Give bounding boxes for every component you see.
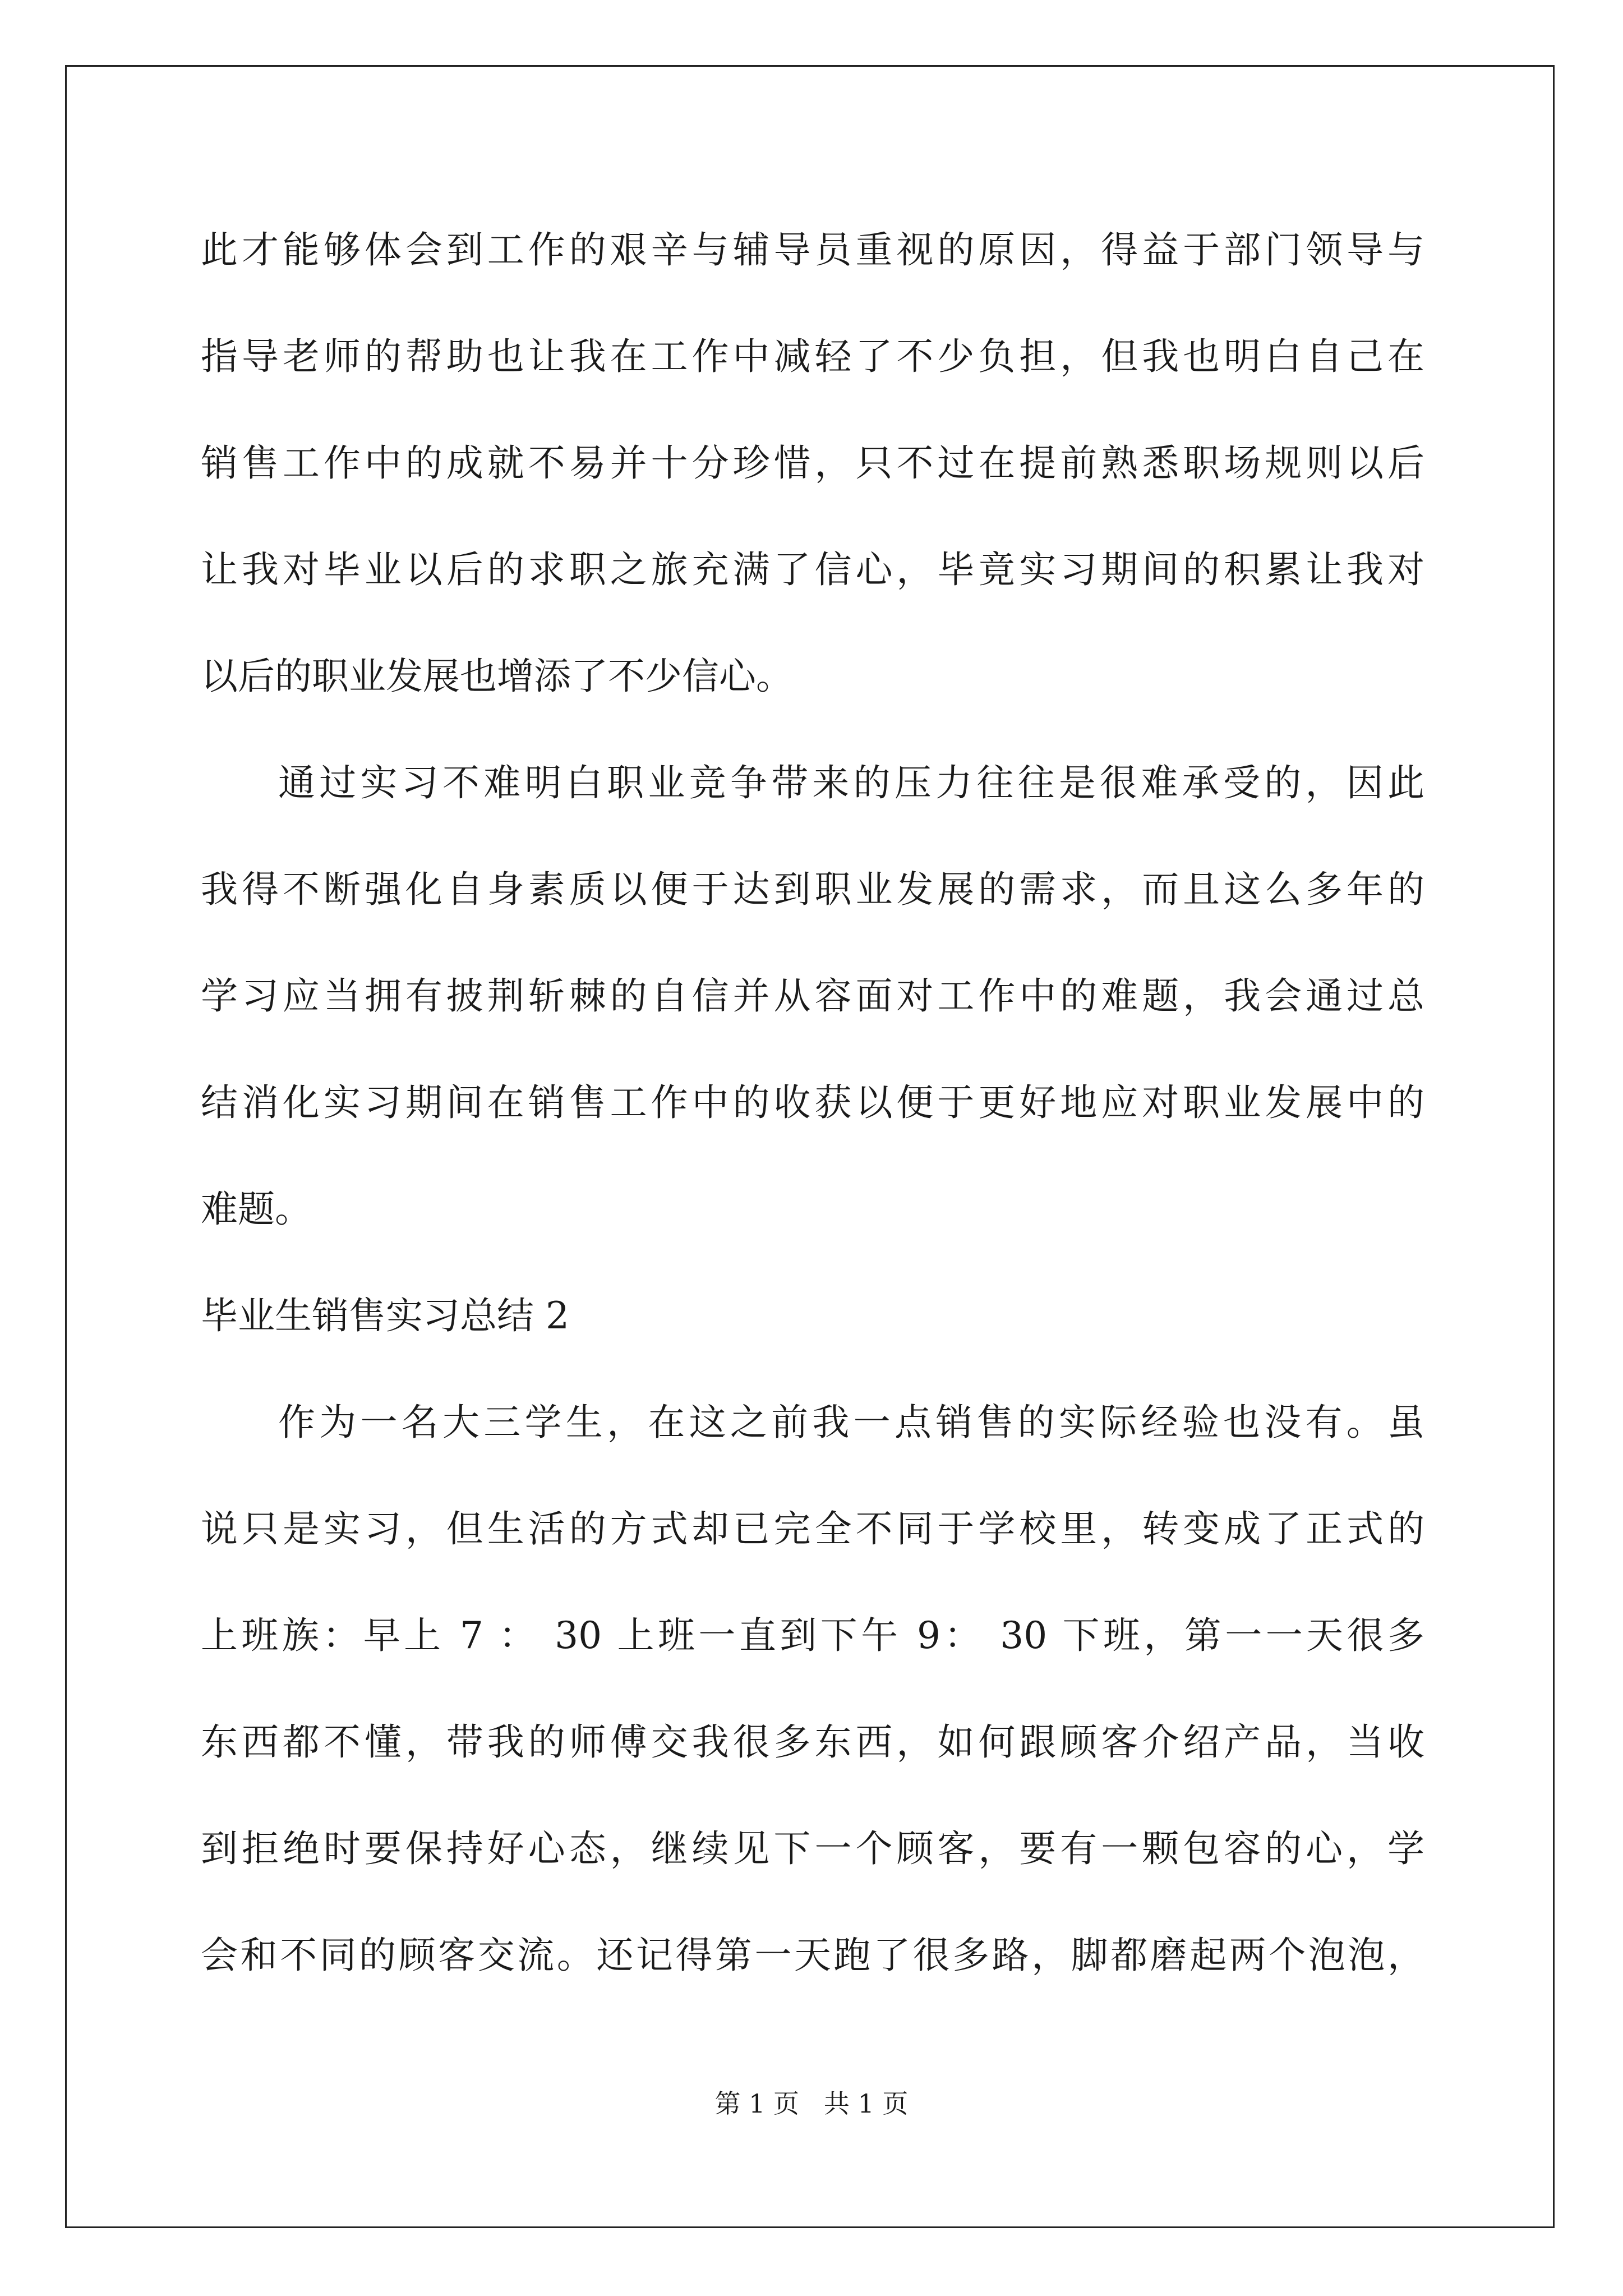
text-line: 难题。 <box>201 1188 312 1231</box>
paragraph-start-line: 作为一名大三学生，在这之前我一点销售的实际经验也没有。虽 <box>278 1401 1424 1444</box>
section-heading: 毕业生销售实习总结 2 <box>201 1294 569 1337</box>
text-line: 学习应当拥有披荆斩棘的自信并从容面对工作中的难题，我会通过总 <box>201 974 1424 1018</box>
text-line: 到拒绝时要保持好心态，继续见下一个顾客，要有一颗包容的心，学 <box>201 1827 1424 1870</box>
paragraph-start-line: 通过实习不难明白职业竞争带来的压力往往是很难承受的，因此 <box>278 761 1424 804</box>
text-line: 会和不同的顾客交流。还记得第一天跑了很多路，脚都磨起两个泡泡， <box>201 1934 1424 1977</box>
text-line: 东西都不懂，带我的师傅交我很多东西，如何跟顾客介绍产品，当收 <box>201 1720 1424 1764</box>
text-line: 以后的职业发展也增添了不少信心。 <box>201 655 793 698</box>
text-line: 让我对毕业以后的求职之旅充满了信心，毕竟实习期间的积累让我对 <box>201 548 1424 591</box>
text-line: 销售工作中的成就不易并十分珍惜，只不过在提前熟悉职场规则以后 <box>201 441 1424 485</box>
text-line: 上班族：早上 7 ： 30 上班一直到下午 9： 30 下班，第一一天很多 <box>201 1614 1424 1657</box>
text-line: 结消化实习期间在销售工作中的收获以便于更好地应对职业发展中的 <box>201 1081 1424 1124</box>
page-footer: 第 1 页 共 1 页 <box>714 2088 909 2119</box>
text-line: 指导老师的帮助也让我在工作中减轻了不少负担，但我也明白自己在 <box>201 335 1424 378</box>
text-line: 说只是实习，但生活的方式却已完全不同于学校里，转变成了正式的 <box>201 1507 1424 1550</box>
text-line: 此才能够体会到工作的艰辛与辅导员重视的原因，得益于部门领导与 <box>201 228 1424 272</box>
text-line: 我得不断强化自身素质以便于达到职业发展的需求，而且这么多年的 <box>201 868 1424 911</box>
